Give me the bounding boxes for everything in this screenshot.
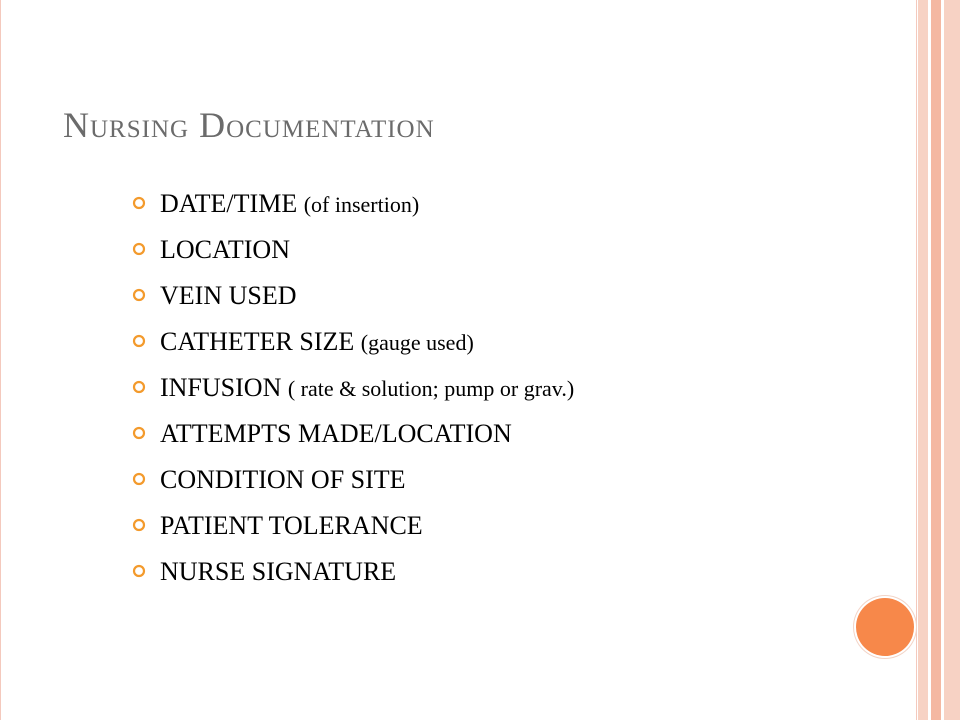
- right-decorative-stripe: [944, 0, 960, 720]
- circle-bullet-icon: [132, 380, 146, 394]
- bullet-subtext: (gauge used): [360, 330, 474, 355]
- bullet-text: NURSE SIGNATURE: [160, 557, 397, 586]
- right-decorative-stripe: [931, 0, 941, 720]
- circle-bullet-icon: [132, 518, 146, 532]
- bullet-item: [132, 322, 574, 368]
- bullet-text: DATE/TIME: [160, 189, 304, 218]
- bullet-item: [132, 414, 574, 460]
- bullet-text: LOCATION: [160, 235, 290, 264]
- circle-bullet-icon: [132, 288, 146, 302]
- circle-bullet-icon: [132, 426, 146, 440]
- bullet-text: CONDITION OF SITE: [160, 465, 406, 494]
- bullet-text: INFUSION: [160, 373, 288, 402]
- bullet-text: VEIN USED: [160, 281, 297, 310]
- bullet-item: [132, 368, 574, 414]
- circle-bullet-icon: [132, 472, 146, 486]
- circle-bullet-icon: [132, 242, 146, 256]
- bullet-subtext: (of insertion): [303, 192, 420, 217]
- bullet-text: ATTEMPTS MADE/LOCATION: [160, 419, 512, 448]
- bullet-text: CATHETER SIZE: [160, 327, 361, 356]
- right-decorative-stripe: [918, 0, 928, 720]
- bullet-item: [132, 184, 574, 230]
- bullet-list: [132, 184, 574, 598]
- orange-circle-decoration-icon: [856, 598, 914, 656]
- bullet-item: [132, 460, 574, 506]
- bullet-item: [132, 506, 574, 552]
- circle-bullet-icon: [132, 196, 146, 210]
- bullet-item: [132, 230, 574, 276]
- circle-bullet-icon: [132, 564, 146, 578]
- bullet-subtext: ( rate & solution; pump or grav.): [287, 376, 575, 401]
- circle-bullet-icon: [132, 334, 146, 348]
- slide-title: Nursing Documentation: [63, 105, 435, 145]
- bullet-item: [132, 552, 574, 598]
- bullet-text: PATIENT TOLERANCE: [160, 511, 423, 540]
- bullet-item: [132, 276, 574, 322]
